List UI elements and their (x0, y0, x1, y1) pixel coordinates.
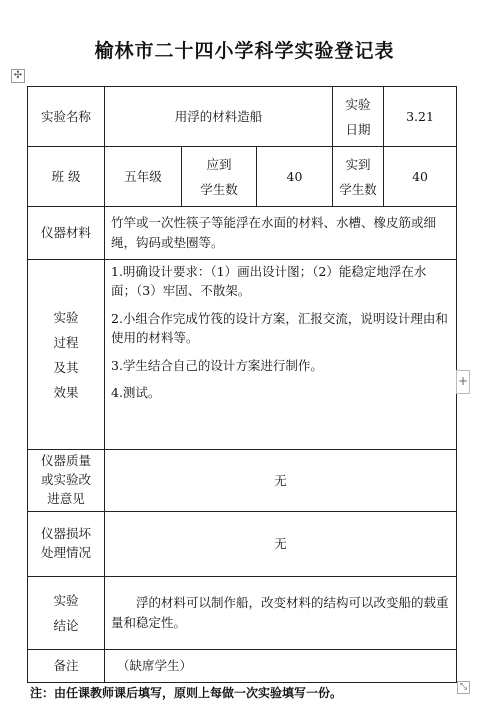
value-class[interactable]: 五年级 (105, 147, 182, 207)
process-step-2: 2.小组合作完成竹筏的设计方案，汇报交流，说明设计理由和使用的材料等。 (111, 310, 448, 346)
table-resize-handle-icon[interactable]: ⤡ (457, 681, 470, 694)
label-expected-students: 应到 学生数 (182, 147, 257, 207)
label-actual-students: 实到 学生数 (333, 147, 384, 207)
row-conclusion (28, 577, 457, 650)
label-experiment-name: 实验名称 (28, 87, 105, 147)
value-damage[interactable]: 无 (105, 512, 457, 577)
label-materials: 仪器材料 (28, 207, 105, 260)
footnote: 注：由任课教师课后填写，原则上每做一次实验填写一份。 (30, 686, 343, 700)
row-remarks (28, 650, 457, 683)
page-title: 榆林市二十四小学科学实验登记表 (94, 40, 395, 62)
process-step-1: 1.明确设计要求：（1）画出设计图；（2）能稳定地浮在水面；（3）牢固、不散架。 (111, 264, 427, 299)
value-conclusion[interactable]: 浮的材料可以制作船，改变材料的结构可以改变船的载重量和稳定性。 (105, 577, 457, 650)
value-quality[interactable]: 无 (105, 450, 457, 512)
value-experiment-name[interactable]: 用浮的材料造船 (105, 87, 333, 147)
label-process: 实验 过程 及其 效果 (28, 260, 105, 450)
value-expected-students[interactable]: 40 (257, 147, 333, 207)
table-move-handle-icon[interactable]: ✣ (11, 69, 25, 83)
label-experiment-date: 实验 日期 (333, 87, 384, 147)
value-experiment-date[interactable]: 3.21 (384, 87, 457, 147)
registration-table (27, 86, 457, 683)
value-actual-students[interactable]: 40 (384, 147, 457, 207)
label-conclusion: 实验 结论 (28, 577, 105, 650)
process-step-4: 4.测试。 (111, 384, 161, 400)
value-materials[interactable]: 竹竿或一次性筷子等能浮在水面的材料、水槽、橡皮筋或细绳，钩码或垫圈等。 (105, 207, 457, 260)
row-process (28, 260, 457, 450)
row-materials (28, 207, 457, 260)
process-step-3: 3.学生结合自己的设计方案进行制作。 (111, 357, 323, 373)
label-damage: 仪器损坏 处理情况 (28, 512, 105, 577)
value-process[interactable] (105, 260, 457, 450)
row-quality (28, 450, 457, 512)
add-row-icon[interactable]: + (456, 370, 470, 394)
row-class-info (28, 147, 457, 207)
row-damage (28, 512, 457, 577)
label-quality: 仪器质量 或实验改 进意见 (28, 450, 105, 512)
row-experiment-name (28, 87, 457, 147)
label-class: 班 级 (28, 147, 105, 207)
label-remarks: 备注 (28, 650, 105, 683)
value-remarks[interactable]: （缺席学生） (105, 650, 457, 683)
